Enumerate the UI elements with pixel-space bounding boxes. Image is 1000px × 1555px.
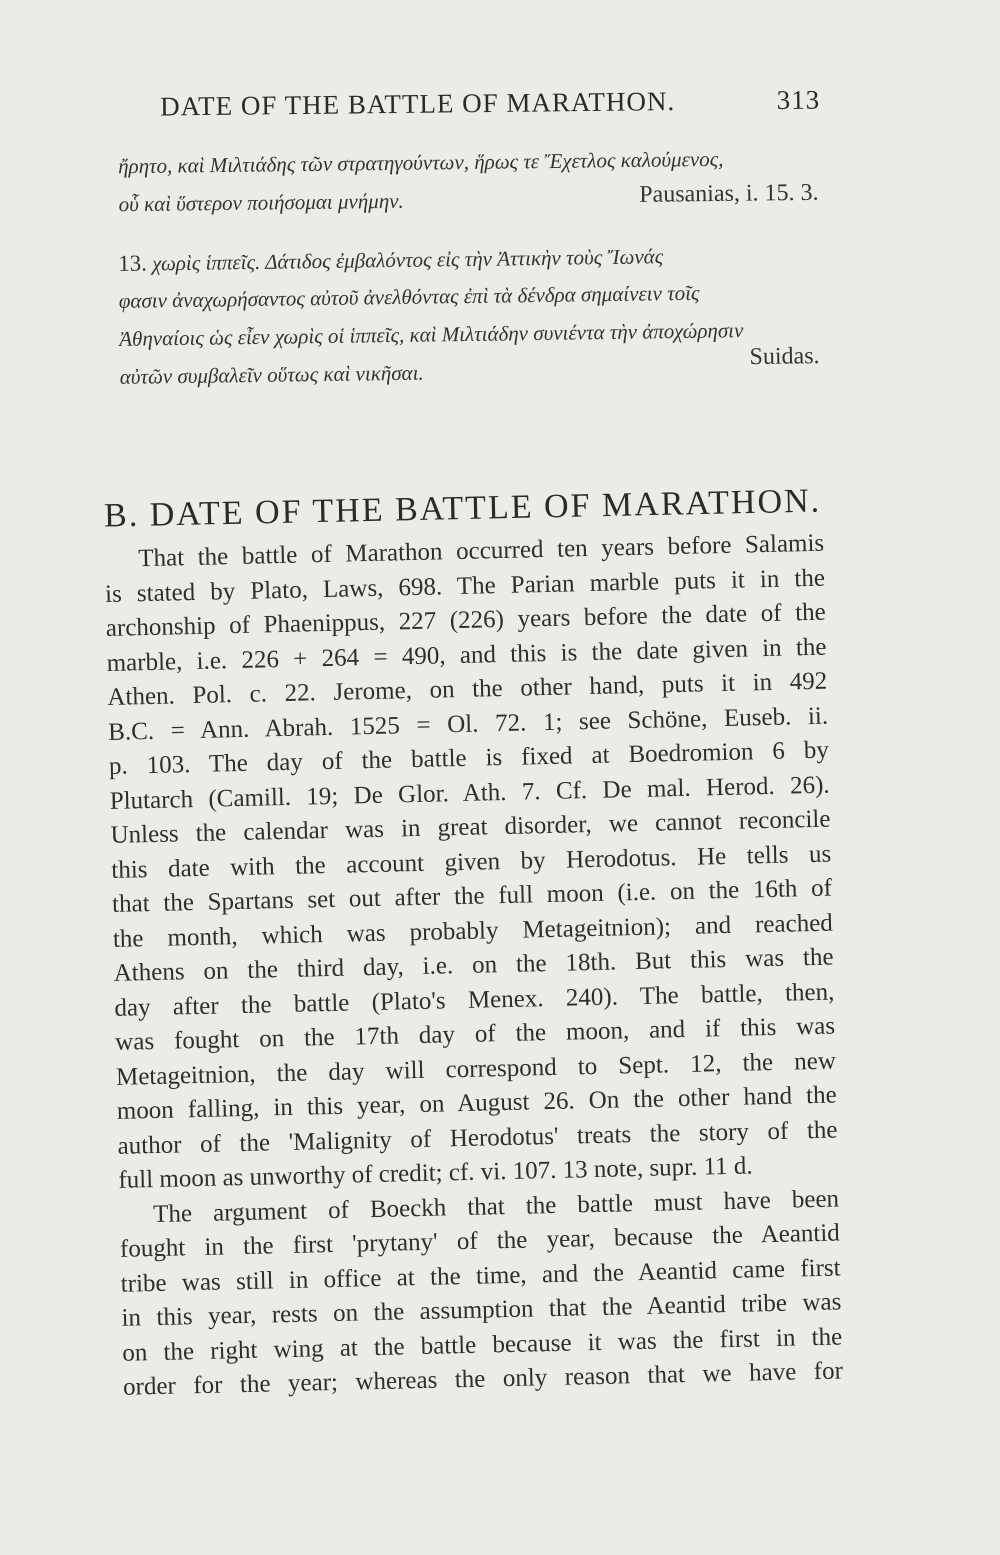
body-line: Athen. Pol. c. 22. Jerome, on the other hand, puts it in 492 <box>107 667 828 711</box>
suidas-citation: Suidas. <box>749 343 820 371</box>
note-13 <box>118 241 820 389</box>
body-line: archonship of Phaenippus, 227 (226) years before the date of the <box>105 598 826 642</box>
body-line: that the Spartans set out after the full moon (i.e. on the 16th of <box>111 874 833 918</box>
note-13-line: αὐτῶν συμβαλεῖν οὕτως καὶ νικῆσαι. <box>119 360 424 389</box>
note-13-line-text: χωρὶς ἱππεῖς. Δάτιδος ἐμβαλόντος εἰς τὴν Ἀττικὴν τοὺς Ἴωνάς <box>152 244 664 276</box>
note-number: 13. <box>118 250 148 276</box>
body-line: is stated by Plato, Laws, 698. The Parian marble puts it in the <box>104 564 826 608</box>
body-line: was fought on the 17th day of the moon, and if this was <box>114 1012 836 1056</box>
section-heading: B. DATE OF THE BATTLE OF MARATHON. <box>103 482 822 535</box>
body-line: Plutarch (Camill. 19; De Glor. Ath. 7. Cf. De mal. Herod. 26). <box>109 771 830 815</box>
note-13-line: Ἀθηναίοις ὡς εἶεν χωρὶς οἱ ἱππεῖς, καὶ Μιλτιάδην συνιέντα τὴν ἀποχώρησιν <box>119 318 744 351</box>
body-line: tribe was still in office at the time, and the Aeantid came first <box>120 1253 841 1298</box>
body-line: Unless the calendar was in great disorder, we cannot reconcile <box>110 805 831 849</box>
note-13-line: φασιν ἀναχωρήσαντος αὐτοῦ ἀνελθόντας ἐπὶ τὰ δένδρα σημαίνειν τοῖς <box>118 280 700 313</box>
page-number: 313 <box>776 84 821 115</box>
body-line: this date with the account given by Herodotus. He tells us <box>111 840 832 884</box>
body-line: Athens on the third day, i.e. on the 18th. But this was the <box>113 943 834 987</box>
body-line: p. 103. The day of the battle is fixed at Boedromion 6 by <box>108 736 830 780</box>
body-line: Metageitnion, the day will correspond to Sept. 12, the new <box>115 1047 837 1091</box>
body-line: moon falling, in this year, on August 26. On the other hand the <box>116 1081 837 1125</box>
body-line: in this year, rests on the assumption that the Aeantid tribe was <box>121 1288 842 1332</box>
body-line: day after the battle (Plato's Menex. 240). The battle, then, <box>114 978 835 1022</box>
greek-quote-line: οὗ καὶ ὕστερον ποιήσομαι μνήμην. <box>118 188 404 217</box>
body-line: author of the 'Malignity of Herodotus' treats the story of the <box>117 1116 838 1160</box>
body-line: fought in the first 'prytany' of the year, because the Aeantid <box>119 1219 841 1263</box>
running-head-title: DATE OF THE BATTLE OF MARATHON. <box>160 86 676 122</box>
body-line: full moon as unworthy of credit; cf. vi. 107. 13 note, supr. 11 d. <box>118 1152 753 1194</box>
body-line: That the battle of Marathon occurred ten years before Salamis <box>137 529 825 573</box>
body-line: B.C. = Ann. Abrah. 1525 = Ol. 72. 1; see Schöne, Euseb. ii. <box>107 702 829 746</box>
note-13-line <box>118 243 663 277</box>
running-head <box>160 84 821 122</box>
greek-quote-line: ἤρητο, καὶ Μιλτιάδης τῶν στρατηγούντων, ἥρως τε Ἔχετλος καλούμενος, <box>118 146 724 179</box>
body-line: the month, which was probably Metageitnion); and reached <box>112 909 834 953</box>
body-line: The argument of Boeckh that the battle must have been <box>152 1184 840 1228</box>
body-line: on the right wing at the battle because it was the first in the <box>122 1322 843 1367</box>
body-line: marble, i.e. 226 + 264 = 490, and this is the date given in the <box>106 633 827 677</box>
pausanias-citation: Pausanias, i. 15. 3. <box>639 179 819 208</box>
body-line: order for the year; whereas the only reason that we have for <box>122 1357 844 1401</box>
pausanias-quote <box>118 146 819 217</box>
